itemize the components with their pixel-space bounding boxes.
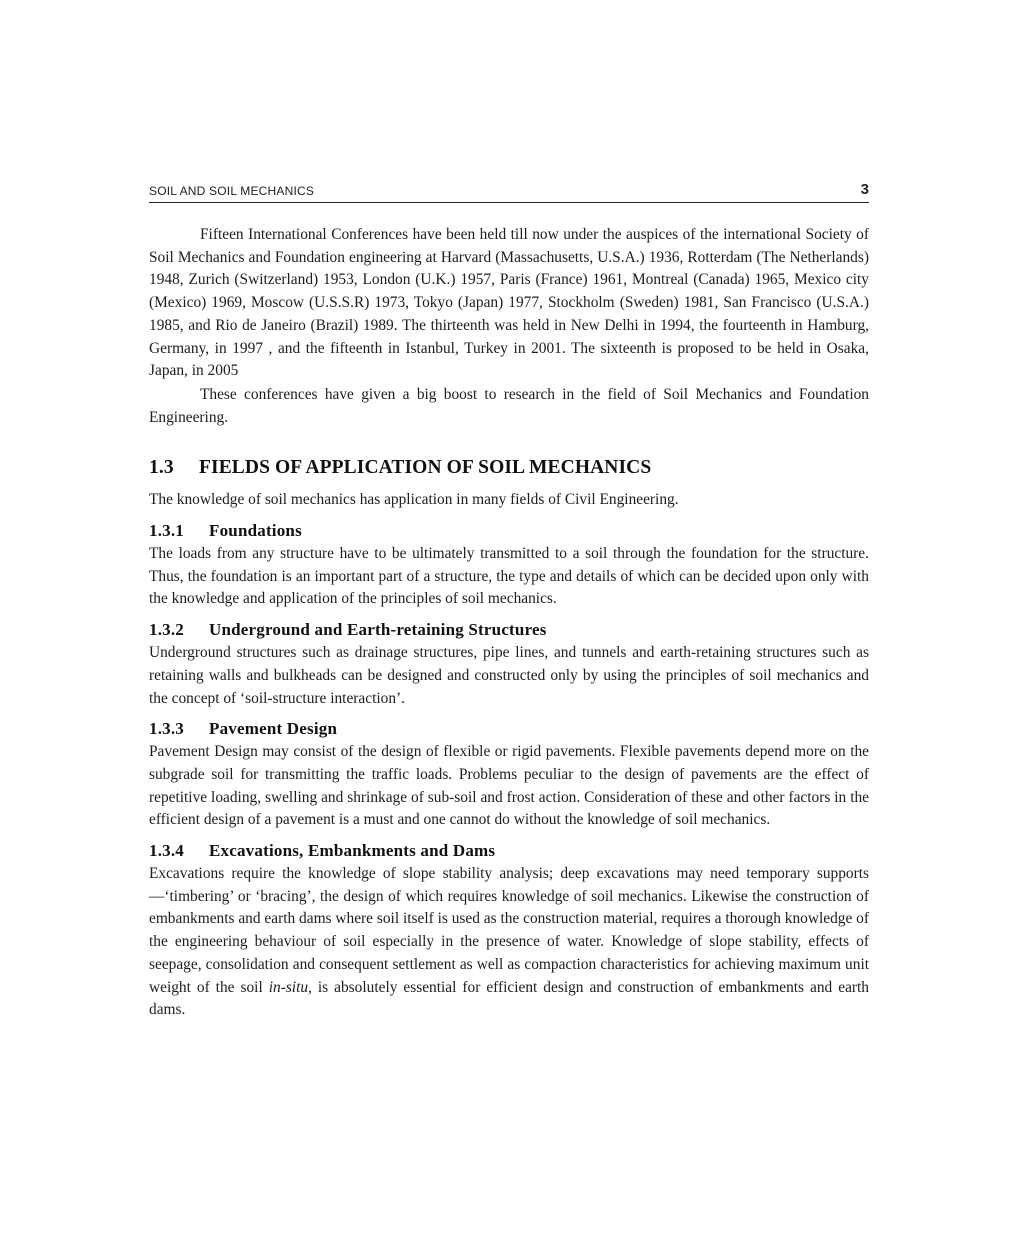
running-title: SOIL AND SOIL MECHANICS: [149, 184, 315, 198]
subsection-title: Foundations: [209, 521, 302, 541]
body-text: is absolutely essential for efficient design and construction of embankments and earth dams.: [149, 978, 870, 1019]
section-number: 1.3: [149, 457, 174, 479]
subsection-number: 1.3.2: [149, 620, 184, 640]
subsection-heading-foundations: [149, 521, 869, 541]
page-number: 3: [860, 181, 869, 198]
section-lead-paragraph: The knowledge of soil mechanics has application in many fields of Civil Engineering.: [149, 491, 679, 509]
italic-term: in-situ,: [268, 978, 312, 996]
subsection-title: Pavement Design: [209, 719, 338, 739]
document-page: [149, 178, 869, 1022]
intro-paragraph: These conferences have given a big boost to research in the field of Soil Mechanics and Foundation Engineering.: [149, 385, 869, 426]
subsection-title: Underground and Earth-retaining Structures: [209, 620, 547, 640]
subsection-number: 1.3.3: [149, 719, 184, 739]
intro-block: [149, 224, 869, 429]
subsection-heading-excavations: [149, 841, 869, 861]
body-text: Excavations require the knowledge of slope stability analysis; deep excavations may need temporary supports—‘timbering’ or ‘bracing’, the design of which requires knowledge of soil mechanics. Likewise the construction of embankments and earth dams where soil itself is used as the construction material, requires a thorough knowledge of the engineering behaviour of soil especially in the presence of water. Knowledge of slope stability, effects of seepage, consolidation and consequent settlement as well as compaction characteristics for achieving maximum unit weight of the soil: [149, 865, 869, 996]
running-header: [149, 178, 869, 203]
subsection-heading-pavement-design: [149, 719, 869, 739]
subsection-body: Underground structures such as drainage structures, pipe lines, and tunnels and earth-retaining structures such as retaining walls and bulkheads can be designed and constructed only by using the principles of soil mechanics and the concept of ‘soil-structure interaction’.: [149, 644, 869, 707]
section-heading: [149, 457, 869, 479]
subsection-heading-underground-structures: [149, 620, 869, 640]
subsection-body: Pavement Design may consist of the design of flexible or rigid pavements. Flexible pavements depend more on the subgrade soil for transmitting the traffic loads. Problems peculiar to the design of pavements are the effect of repetitive loading, swelling and shrinkage of sub-soil and frost action. Consideration of these and other factors in the efficient design of a pavement is a must and one cannot do without the knowledge of soil mechanics.: [149, 743, 869, 829]
subsection-title: Excavations, Embankments and Dams: [209, 841, 496, 861]
subsection-number: 1.3.4: [149, 841, 184, 861]
subsection-body: The loads from any structure have to be ultimately transmitted to a soil through the foundation for the structure. Thus, the foundation is an important part of a structure, the type and details of which can be decided upon only with the knowledge and application of the principles of soil mechanics.: [149, 545, 869, 608]
section-title: FIELDS OF APPLICATION OF SOIL MECHANICS: [199, 457, 652, 479]
intro-paragraph: Fifteen International Conferences have been held till now under the auspices of the international Society of Soil Mechanics and Foundation engineering at Harvard (Massachusetts, U.S.A.) 1936, Rotterdam (The Netherlands) 1948, Zurich (Switzerland) 1953, London (U.K.) 1957, Paris (France) 1961, Montreal (Canada) 1965, Mexico city (Mexico) 1969, Moscow (U.S.S.R) 1973, Tokyo (Japan) 1977, Stockholm (Sweden) 1981, San Francisco (U.S.A.) 1985, and Rio de Janeiro (Brazil) 1989. The thirteenth was held in New Delhi in 1994, the fourteenth in Hamburg, Germany, in 1997 , and the fifteenth in Istanbul, Turkey in 2001. The sixteenth is proposed to be held in Osaka, Japan, in 2005: [149, 226, 869, 380]
subsection-body: [149, 863, 869, 1022]
subsection-number: 1.3.1: [149, 521, 184, 541]
